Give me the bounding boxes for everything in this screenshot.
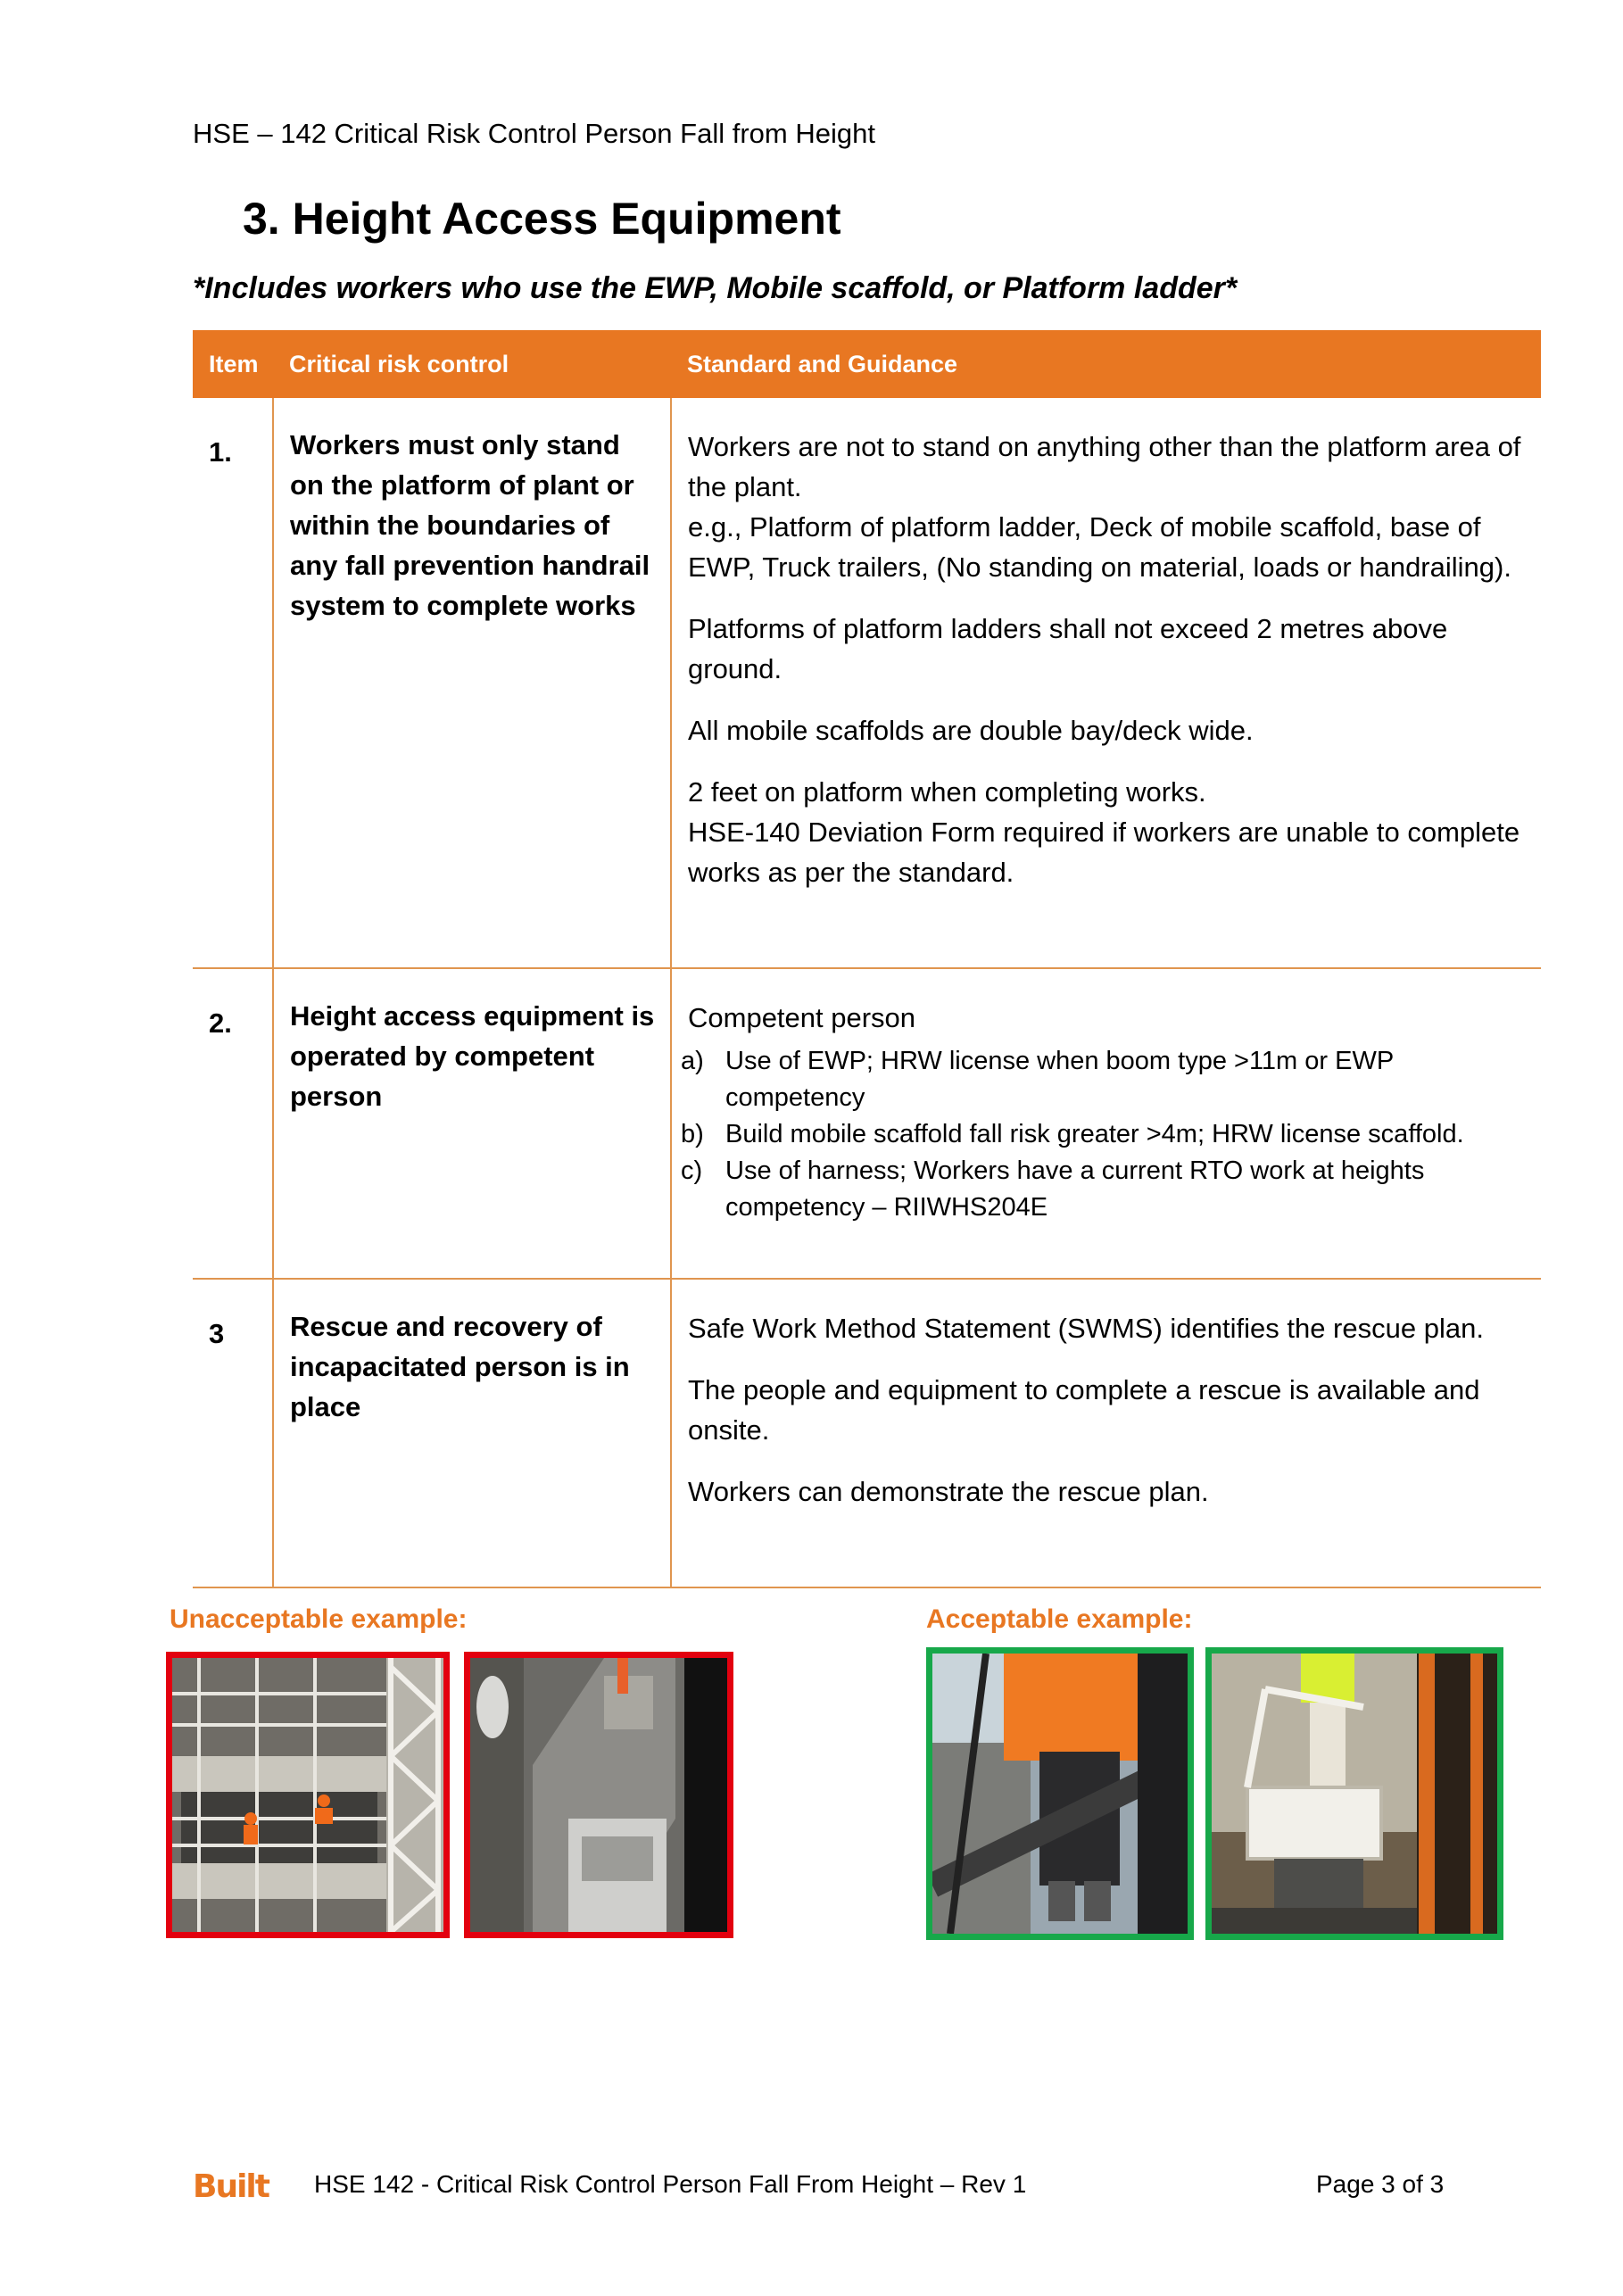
table-row xyxy=(193,968,1541,1279)
column-header-control: Critical risk control xyxy=(273,330,671,398)
unacceptable-photo-scaffold xyxy=(166,1652,450,1938)
row-item-number: 3 xyxy=(193,1279,273,1587)
acceptable-example-label: Acceptable example: xyxy=(926,1604,1193,1634)
table-row xyxy=(193,398,1541,968)
list-item: a) Use of EWP; HRW license when boom type >11m or EWP competency xyxy=(681,1047,1394,1112)
guidance-paragraph: The people and equipment to complete a rescue is available and onsite. xyxy=(688,1374,1480,1446)
footer-page-number: Page 3 of 3 xyxy=(1316,2170,1445,2198)
section-title: 3. Height Access Equipment xyxy=(243,194,841,244)
document-header: HSE – 142 Critical Risk Control Person Fall from Height xyxy=(193,118,875,149)
row-standard-guidance xyxy=(671,1279,1541,1587)
guidance-paragraph: Workers are not to stand on anything other than the platform area of the plant. e.g., Platform of platform ladder, Deck of mobile scaffold, base of EWP, Truck trailers, (No standing on material, loads or handrailing). xyxy=(688,431,1521,583)
table-header-row xyxy=(193,330,1541,398)
row-critical-control: Height access equipment is operated by competent person xyxy=(273,968,671,1279)
guidance-paragraph: Safe Work Method Statement (SWMS) identifies the rescue plan. xyxy=(688,1313,1484,1344)
critical-risk-table xyxy=(193,330,1541,1588)
row-item-number: 1. xyxy=(193,398,273,968)
guidance-paragraph: Workers can demonstrate the rescue plan. xyxy=(688,1476,1209,1507)
section-subtitle: *Includes workers who use the EWP, Mobile scaffold, or Platform ladder* xyxy=(193,271,1238,305)
guidance-paragraph: 2 feet on platform when completing works. HSE-140 Deviation Form required if workers are unable to complete works as per the standard. xyxy=(688,776,1520,888)
column-header-item: Item xyxy=(193,330,273,398)
footer-document-title: HSE 142 - Critical Risk Control Person Fall From Height – Rev 1 xyxy=(314,2170,1027,2198)
table-row xyxy=(193,1279,1541,1587)
unacceptable-photo-truck xyxy=(464,1652,733,1938)
built-logo: Built xyxy=(193,2168,269,2205)
guidance-paragraph: All mobile scaffolds are double bay/deck wide. xyxy=(688,715,1254,746)
column-header-standard: Standard and Guidance xyxy=(671,330,1541,398)
guidance-paragraph: Platforms of platform ladders shall not exceed 2 metres above ground. xyxy=(688,613,1448,684)
row-critical-control: Workers must only stand on the platform of plant or within the boundaries of any fall prevention handrail system to complete works xyxy=(273,398,671,968)
guidance-intro: Competent person xyxy=(688,1002,916,1033)
list-item: b) Build mobile scaffold fall risk greater >4m; HRW license scaffold. xyxy=(681,1120,1464,1148)
list-item: c) Use of harness; Workers have a current RTO work at heights competency – RIIWHS204E xyxy=(681,1156,1425,1222)
competency-list xyxy=(681,1043,1528,1226)
row-critical-control: Rescue and recovery of incapacitated person is in place xyxy=(273,1279,671,1587)
platform-ladder-image xyxy=(1212,1654,1497,1934)
row-item-number: 2. xyxy=(193,968,273,1279)
acceptable-photo-handrail xyxy=(926,1647,1194,1940)
worker-handrail-image xyxy=(932,1654,1188,1934)
scaffold-building-image xyxy=(172,1658,443,1932)
unacceptable-example-label: Unacceptable example: xyxy=(170,1604,468,1634)
acceptable-photo-platform-ladder xyxy=(1205,1647,1503,1940)
row-standard-guidance xyxy=(671,968,1541,1279)
truck-load-image xyxy=(470,1658,727,1932)
row-standard-guidance xyxy=(671,398,1541,968)
